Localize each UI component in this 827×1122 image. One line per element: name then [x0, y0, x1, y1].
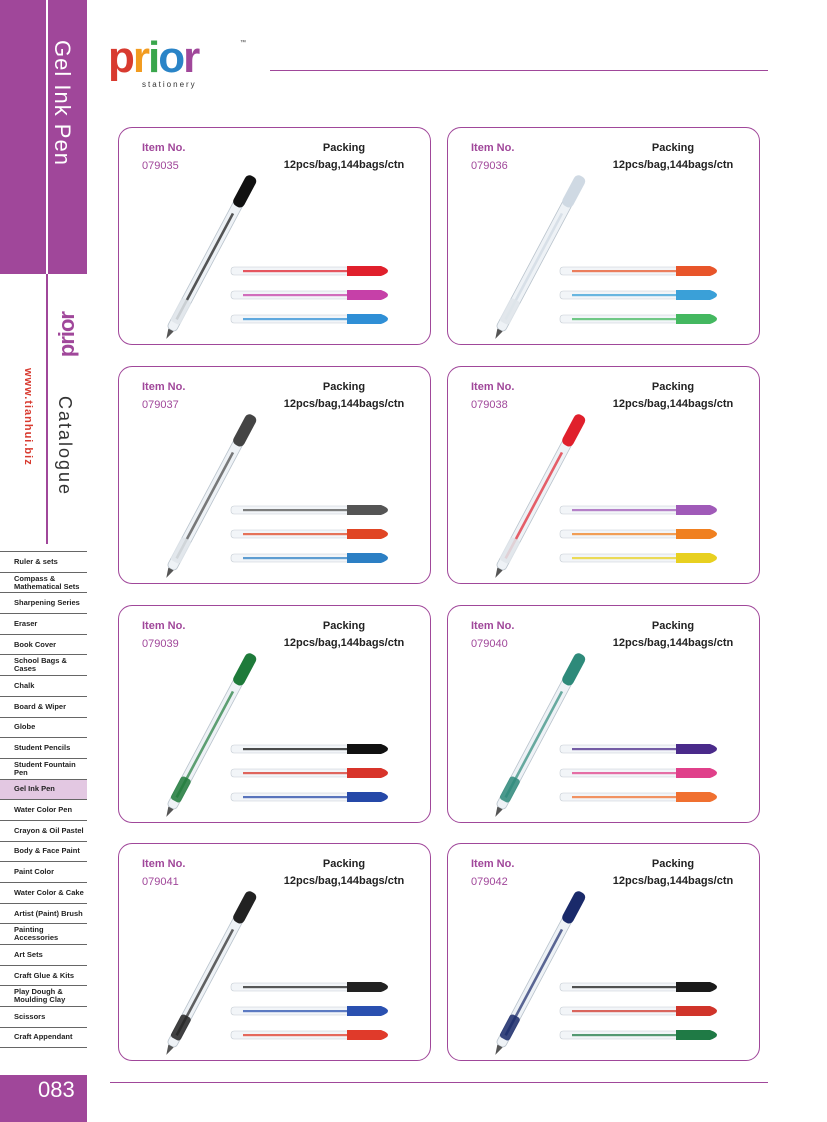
section-title — [49, 40, 79, 260]
pen-cap — [347, 792, 388, 802]
pen-refill — [572, 748, 682, 750]
pen-refill — [243, 294, 353, 296]
category-item[interactable]: Student Fountain Pen — [0, 758, 87, 779]
pen-cap — [347, 290, 388, 300]
pen-refill — [572, 509, 682, 511]
packing-label: Packing — [322, 858, 366, 870]
packing-value: 12pcs/bag,144bags/ctn — [283, 159, 405, 171]
item-number: 079042 — [471, 876, 508, 888]
item-number: 079038 — [471, 399, 508, 411]
product-card[interactable] — [447, 127, 760, 345]
pen-grip — [170, 1013, 192, 1041]
category-item[interactable]: Water Color & Cake — [0, 882, 87, 903]
pen-cap — [676, 768, 717, 778]
pen-horizontal — [560, 1006, 717, 1016]
pen-cap — [676, 744, 717, 754]
packing-value: 12pcs/bag,144bags/ctn — [612, 637, 734, 649]
pen-refill — [243, 533, 353, 535]
pen-refill — [243, 1010, 353, 1012]
pen-horizontal — [560, 266, 717, 276]
sidebar-logo-text: prior — [54, 312, 79, 358]
pen-horizontal — [560, 505, 717, 515]
pen-refill — [243, 318, 353, 320]
category-item[interactable]: Sharpening Series — [0, 592, 87, 613]
pen-refill — [243, 557, 353, 559]
packing-label: Packing — [651, 381, 695, 393]
pen-refill — [572, 270, 682, 272]
packing-label: Packing — [651, 142, 695, 154]
pen-cap — [347, 768, 388, 778]
pen-horizontal — [231, 529, 388, 539]
category-item[interactable]: Craft Appendant — [0, 1027, 87, 1048]
product-card[interactable] — [118, 127, 431, 345]
category-item[interactable]: Eraser — [0, 613, 87, 634]
product-card[interactable] — [447, 843, 760, 1061]
pen-cap — [347, 314, 388, 324]
packing-label: Packing — [322, 142, 366, 154]
pen-horizontal — [560, 1030, 717, 1040]
pen-cap — [231, 174, 258, 210]
pen-cap — [676, 553, 717, 563]
pen-cap — [676, 529, 717, 539]
item-number: 079037 — [142, 399, 179, 411]
pen-refill — [572, 986, 682, 988]
item-number: 079036 — [471, 160, 508, 172]
item-number: 079040 — [471, 638, 508, 650]
pen-refill — [243, 772, 353, 774]
pen-refill — [572, 772, 682, 774]
category-item[interactable]: Scissors — [0, 1006, 87, 1027]
product-card[interactable] — [118, 843, 431, 1061]
brand-letter: r — [183, 33, 199, 82]
pen-horizontal — [231, 1006, 388, 1016]
brand-letter: p — [108, 33, 133, 82]
category-item[interactable]: Play Dough & Moulding Clay — [0, 985, 87, 1006]
website-url[interactable] — [22, 368, 34, 466]
pen-refill — [572, 796, 682, 798]
pen-horizontal — [231, 314, 388, 324]
category-item[interactable]: Art Sets — [0, 944, 87, 965]
category-item[interactable]: Globe — [0, 717, 87, 738]
pen-refill — [243, 748, 353, 750]
category-item[interactable]: Artist (Paint) Brush — [0, 903, 87, 924]
brand-letter: o — [158, 33, 184, 82]
pen-horizontal — [231, 290, 388, 300]
packing-value: 12pcs/bag,144bags/ctn — [283, 875, 405, 887]
item-number-label: Item No. — [142, 381, 186, 393]
category-item[interactable]: School Bags & Cases — [0, 654, 87, 675]
pen-refill — [572, 1010, 682, 1012]
pen-cap — [347, 982, 388, 992]
pen-cap — [560, 652, 587, 688]
page-number: 083 — [38, 1077, 75, 1102]
item-number-label: Item No. — [142, 142, 186, 154]
category-item[interactable]: Crayon & Oil Pastel — [0, 820, 87, 841]
pen-cap — [676, 314, 717, 324]
pen-refill — [572, 294, 682, 296]
pen-horizontal — [231, 266, 388, 276]
pen-cap — [231, 890, 258, 926]
pen-cap — [347, 505, 388, 515]
pen-cap — [676, 982, 717, 992]
pen-cap — [347, 553, 388, 563]
item-number-label: Item No. — [471, 142, 515, 154]
pen-refill — [243, 986, 353, 988]
pen-refill — [572, 557, 682, 559]
product-card[interactable] — [447, 605, 760, 823]
pen-horizontal — [231, 553, 388, 563]
pen-refill — [243, 509, 353, 511]
category-item[interactable]: Body & Face Paint — [0, 841, 87, 862]
catalogue-label-text: Catalogue — [55, 396, 75, 497]
trademark-symbol: ™ — [240, 40, 246, 46]
brand-logo — [108, 33, 248, 92]
pen-refill — [243, 796, 353, 798]
pen-cap — [347, 1030, 388, 1040]
pen-cap — [676, 1030, 717, 1040]
category-item[interactable]: Water Color Pen — [0, 799, 87, 820]
pen-cap — [231, 652, 258, 688]
item-number-label: Item No. — [471, 858, 515, 870]
category-item[interactable]: Board & Wiper — [0, 696, 87, 717]
packing-value: 12pcs/bag,144bags/ctn — [283, 637, 405, 649]
pen-grip — [499, 1013, 521, 1041]
pen-cap — [560, 174, 587, 210]
pen-cap — [676, 290, 717, 300]
category-item[interactable]: Compass & Mathematical Sets — [0, 572, 87, 593]
item-number-label: Item No. — [471, 381, 515, 393]
pen-cap — [347, 266, 388, 276]
category-item[interactable]: Chalk — [0, 675, 87, 696]
pen-grip — [499, 536, 521, 564]
pen-grip — [170, 297, 192, 325]
pen-refill — [243, 1034, 353, 1036]
packing-value: 12pcs/bag,144bags/ctn — [612, 398, 734, 410]
product-card[interactable] — [118, 605, 431, 823]
product-card[interactable] — [447, 366, 760, 584]
brand-letter: i — [148, 33, 159, 82]
sidebar-divider-line — [46, 0, 48, 274]
pen-horizontal — [560, 768, 717, 778]
pen-horizontal — [560, 792, 717, 802]
pen-horizontal — [231, 768, 388, 778]
footer-rule — [110, 1082, 768, 1083]
pen-grip — [499, 297, 521, 325]
category-item[interactable]: Gel Ink Pen — [0, 779, 87, 800]
brand-wordmark — [108, 33, 248, 82]
pen-cap — [560, 890, 587, 926]
packing-label: Packing — [322, 381, 366, 393]
item-number: 079041 — [142, 876, 179, 888]
catalogue-label — [54, 396, 75, 496]
pen-grip — [170, 536, 192, 564]
pen-cap — [676, 505, 717, 515]
pen-horizontal — [231, 505, 388, 515]
packing-value: 12pcs/bag,144bags/ctn — [612, 875, 734, 887]
category-list — [0, 551, 87, 1048]
category-item[interactable]: Painting Accessories — [0, 923, 87, 944]
category-item[interactable]: Book Cover — [0, 634, 87, 655]
pen-horizontal — [560, 529, 717, 539]
website-url-text[interactable]: www.tianhui.biz — [22, 368, 34, 466]
section-title-text: Gel Ink Pen — [50, 40, 75, 166]
pen-horizontal — [560, 553, 717, 563]
packing-label: Packing — [651, 620, 695, 632]
pen-cap — [560, 413, 587, 449]
pen-horizontal — [560, 744, 717, 754]
packing-value: 12pcs/bag,144bags/ctn — [612, 159, 734, 171]
category-item[interactable]: Paint Color — [0, 861, 87, 882]
header-rule — [270, 70, 768, 71]
item-number-label: Item No. — [142, 620, 186, 632]
category-item[interactable]: Student Pencils — [0, 737, 87, 758]
pen-cap — [347, 1006, 388, 1016]
brand-subtitle: stationery — [142, 80, 197, 89]
pen-grip — [170, 775, 192, 803]
category-item[interactable]: Ruler & sets — [0, 551, 87, 572]
product-card[interactable] — [118, 366, 431, 584]
pen-cap — [676, 792, 717, 802]
pen-grip — [499, 775, 521, 803]
pen-cap — [676, 266, 717, 276]
pen-horizontal — [560, 982, 717, 992]
pen-refill — [572, 533, 682, 535]
pen-horizontal — [560, 314, 717, 324]
pen-horizontal — [231, 744, 388, 754]
brand-letter: r — [132, 33, 149, 82]
sidebar-divider — [46, 274, 48, 544]
pen-refill — [572, 1034, 682, 1036]
pen-horizontal — [231, 792, 388, 802]
pen-horizontal — [231, 1030, 388, 1040]
item-number-label: Item No. — [142, 858, 186, 870]
packing-value: 12pcs/bag,144bags/ctn — [283, 398, 405, 410]
category-item[interactable]: Craft Glue & Kits — [0, 965, 87, 986]
packing-label: Packing — [322, 620, 366, 632]
pen-cap — [347, 744, 388, 754]
pen-refill — [243, 270, 353, 272]
pen-cap — [347, 529, 388, 539]
sidebar-logo — [54, 312, 80, 372]
packing-label: Packing — [651, 858, 695, 870]
pen-horizontal — [560, 290, 717, 300]
item-number-label: Item No. — [471, 620, 515, 632]
pen-horizontal — [231, 982, 388, 992]
item-number: 079039 — [142, 638, 179, 650]
item-number: 079035 — [142, 160, 179, 172]
pen-cap — [676, 1006, 717, 1016]
pen-refill — [572, 318, 682, 320]
pen-cap — [231, 413, 258, 449]
